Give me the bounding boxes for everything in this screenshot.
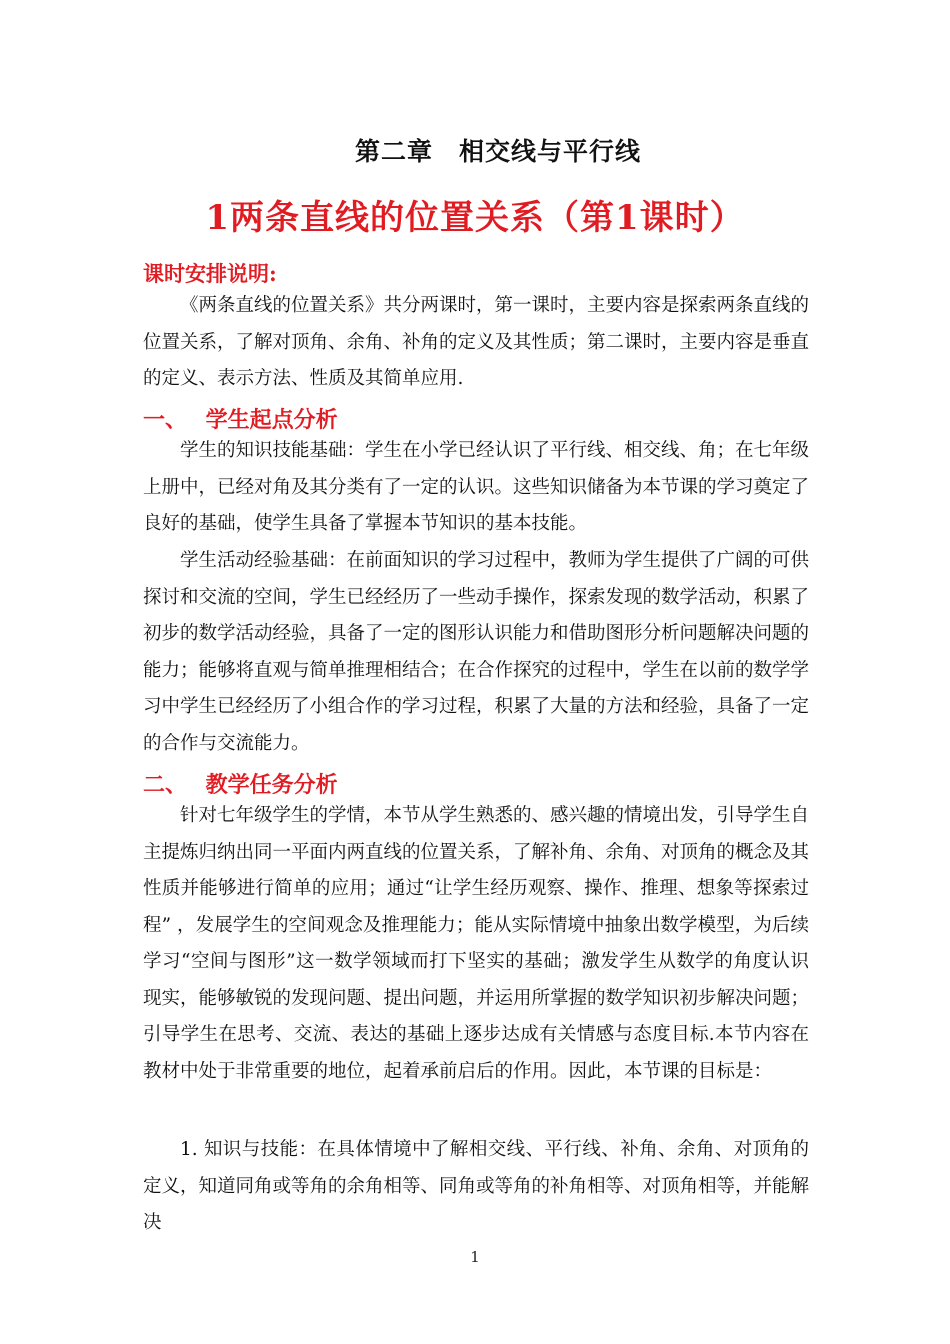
schedule-heading: 课时安排说明: — [143, 261, 277, 286]
lesson-title: 1两条直线的位置关系（第1课时） — [205, 198, 745, 238]
paragraph-activity-experience: 学生活动经验基础：在前面知识的学习过程中，教师为学生提供了广阔的可供探讨和交流的空间，学生已经经历了一些动手操作，探索发现的数学活动，积累了初步的数学活动经验，具备了一定的图形认识能力和借助图形分析问题解决问题的能力；能够将直观与简单推理相结合；在合作探究的过程中，学生在以前的数学学习中学生已经经历了小组合作的学习过程，积累了大量的方法和经验，具备了一定的合作与交流能力。 — [143, 550, 810, 754]
paragraph-task-analysis: 针对七年级学生的学情，本节从学生熟悉的、感兴趣的情境出发，引导学生自主提炼归纳出同一平面内两直线的位置关系，了解补角、余角、对顶角的概念及其性质并能够进行简单的应用；通过“让学生经历观察、操作、推理、想象等探索过程” ，发展学生的空间观念及推理能力；能从实际情境中抽象出数学模型，为后续学习“空间与图形”这一数学领域而打下坚实的基础；激发学生从数学的角度认识现实，能够敏锐的发现问题、提出问题，并运用所掌握的数学知识初步解决问题；引导学生在思考、交流、表达的基础上逐步达成有关情感与态度目标.本节内容在教材中处于非常重要的地位，起着承前启后的作用。因此，本节课的目标是： — [143, 805, 810, 1082]
chapter-title: 第二章 相交线与平行线 — [354, 137, 641, 166]
schedule-paragraph: 《两条直线的位置关系》共分两课时，第一课时，主要内容是探索两条直线的位置关系，了解对顶角、余角、补角的定义及其性质；第二课时，主要内容是垂直的定义、表示方法、性质及其简单应用. — [143, 295, 810, 389]
page-number: 1 — [470, 1248, 480, 1266]
section-heading-student-analysis: 一、 学生起点分析 — [143, 407, 338, 433]
paragraph-knowledge-foundation: 学生的知识技能基础：学生在小学已经认识了平行线、相交线、角；在七年级上册中，已经对角及其分类有了一定的认识。这些知识储备为本节课的学习奠定了良好的基础，使学生具备了掌握本节知识的基本技能。 — [143, 440, 810, 534]
section-heading-task-analysis: 二、 教学任务分析 — [143, 772, 338, 798]
paragraph-objective-knowledge-skills: 1. 知识与技能：在具体情境中了解相交线、平行线、补角、余角、对顶角的定义，知道同角或等角的余角相等、同角或等角的补角相等、对顶角相等，并能解决 — [143, 1139, 810, 1233]
